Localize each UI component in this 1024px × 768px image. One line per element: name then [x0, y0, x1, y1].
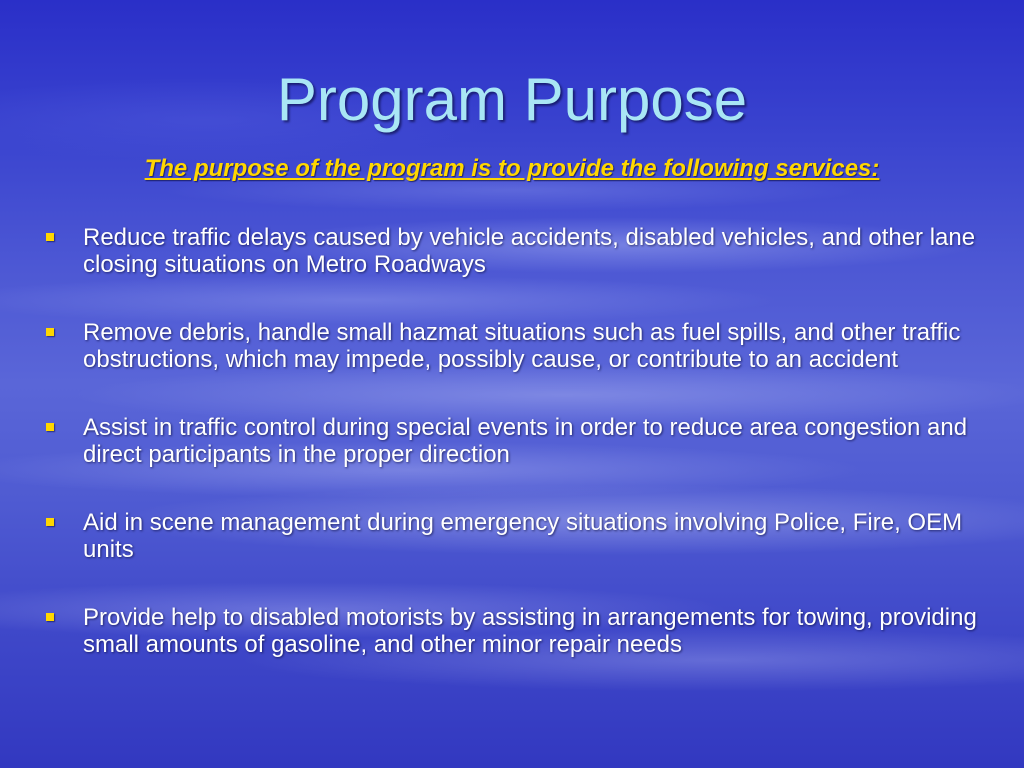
square-bullet-icon: [46, 233, 54, 241]
slide-subtitle: The purpose of the program is to provide the following services:: [144, 155, 880, 182]
bullet-text: Assist in traffic control during special events in order to reduce area congestion and direct participants in the proper direction: [83, 414, 968, 468]
square-bullet-icon: [46, 423, 54, 431]
bullet-item: [44, 509, 984, 563]
bullet-text: Provide help to disabled motorists by assisting in arrangements for towing, providing small amounts of gasoline, and other minor repair needs: [83, 604, 977, 658]
square-bullet-icon: [46, 518, 54, 526]
bullet-item: [44, 319, 984, 373]
square-bullet-icon: [46, 613, 54, 621]
bullet-item: [44, 414, 984, 468]
bullet-list: [44, 224, 984, 699]
square-bullet-icon: [46, 328, 54, 336]
bullet-item: [44, 604, 984, 658]
bullet-text: Remove debris, handle small hazmat situations such as fuel spills, and other traffic obstructions, which may impede, possibly cause, or contribute to an accident: [83, 319, 961, 373]
slide-title: Program Purpose: [276, 66, 748, 133]
bullet-item: [44, 224, 984, 278]
bullet-text: Reduce traffic delays caused by vehicle accidents, disabled vehicles, and other lane closing situations on Metro Roadways: [83, 224, 976, 278]
bullet-text: Aid in scene management during emergency situations involving Police, Fire, OEM units: [83, 509, 963, 563]
